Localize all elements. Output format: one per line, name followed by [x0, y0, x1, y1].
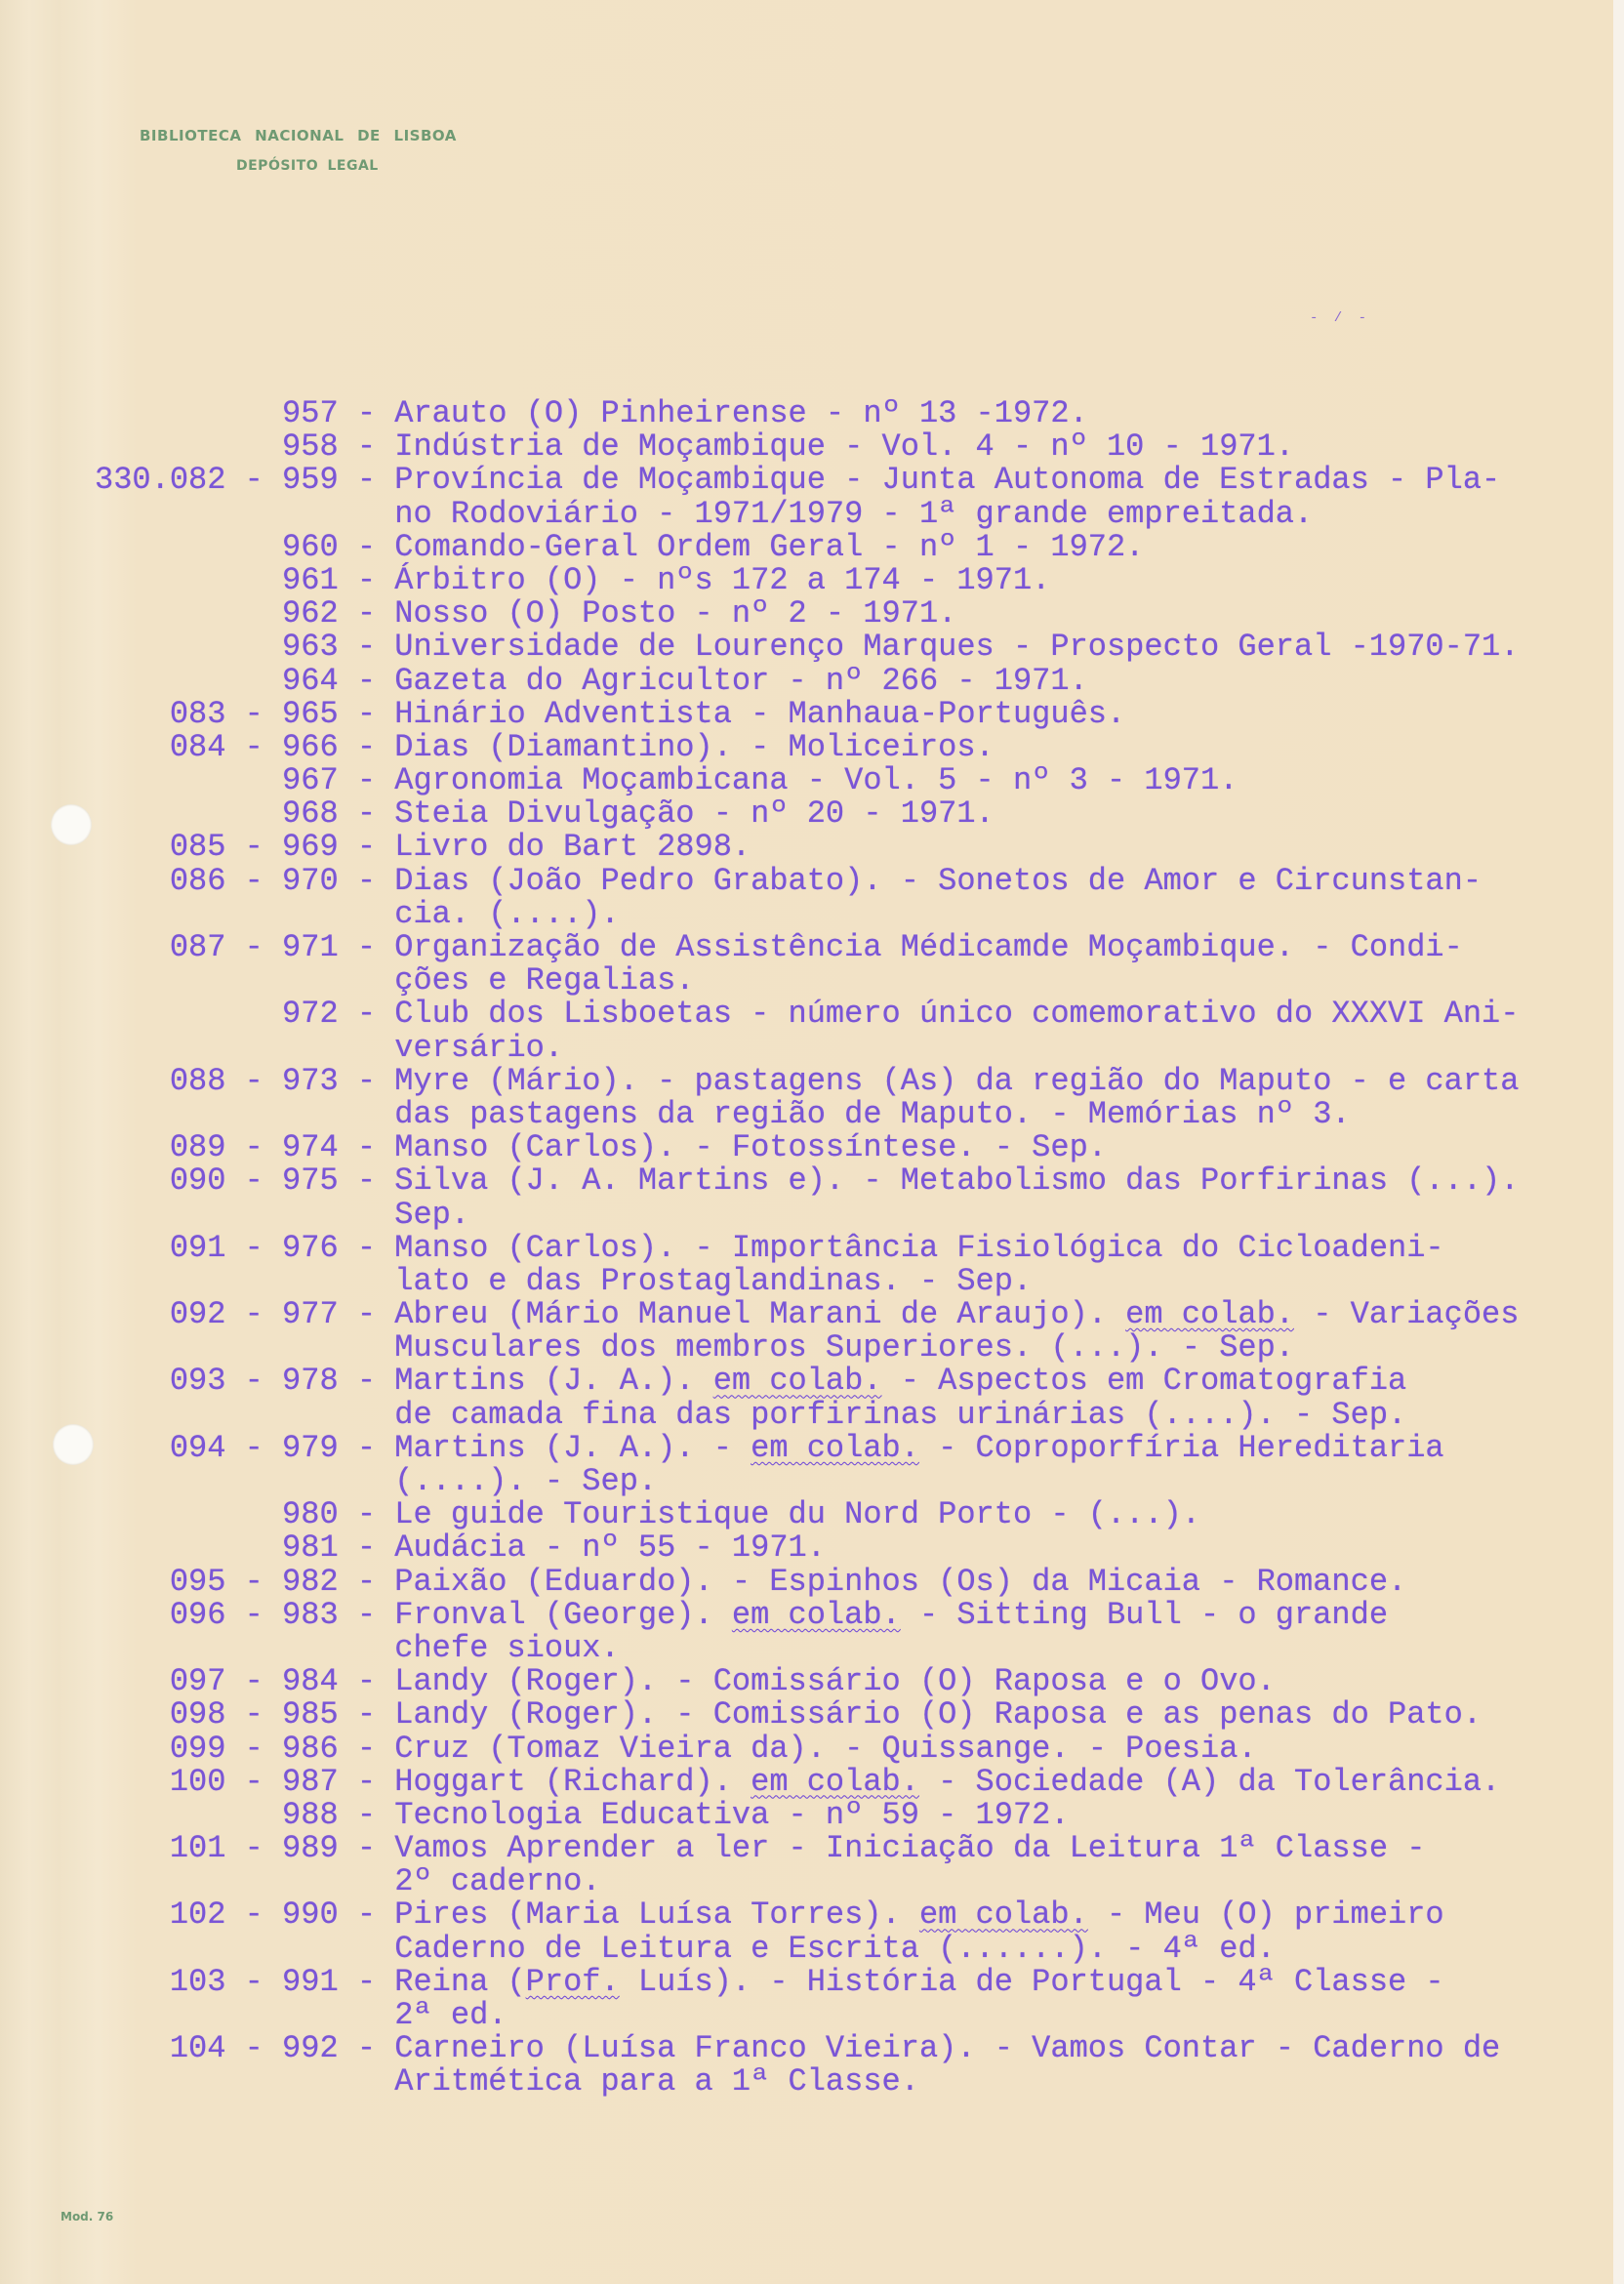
- entry-text: Landy (Roger). - Comissário (O) Raposa e as penas do Pato.: [394, 1696, 1482, 1733]
- entry-text: (....). - Sep.: [394, 1463, 658, 1499]
- register-entry: [95, 1665, 1519, 1698]
- entry-text: Le guide Touristique du Nord Porto - (...).: [394, 1496, 1200, 1533]
- entry-number: 091 - 976 -: [95, 1229, 395, 1266]
- register-entry: [95, 397, 1519, 430]
- register-entry: [95, 1898, 1519, 1932]
- punch-hole: [51, 804, 92, 845]
- register-entry: [95, 1596, 1519, 1633]
- entry-text: Silva (J. A. Martins e). - Metabolismo das Porfirinas (...).: [394, 1162, 1520, 1200]
- punch-hole: [53, 1424, 94, 1465]
- entry-number: 085 - 969 -: [95, 829, 395, 866]
- entry-text: das pastagens da região de Maputo. - Memórias nº 3.: [394, 1095, 1351, 1132]
- register-entry-continuation: [95, 964, 1519, 998]
- entry-text: - Coproporfíria Hereditaria: [918, 1429, 1444, 1466]
- entry-number: 094 - 979 -: [95, 1429, 395, 1466]
- entry-number: [95, 896, 394, 932]
- register-entry: [95, 1131, 1519, 1164]
- entry-text: Aritmética para a 1ª Classe.: [394, 2063, 919, 2100]
- entry-text: ções e Regalias.: [394, 962, 695, 999]
- register-entry-continuation: [95, 2065, 1519, 2099]
- entry-text: Cruz (Tomaz Vieira da). - Quissange. - Poesia.: [394, 1730, 1257, 1767]
- entry-text: - Aspectos em Cromatografia: [881, 1363, 1407, 1400]
- register-entry-continuation: [95, 1999, 1519, 2032]
- entry-number: 092 - 977 -: [95, 1296, 395, 1333]
- register-entry-continuation: [95, 1465, 1519, 1498]
- register-entry: [95, 1062, 1520, 1099]
- entry-text: Indústria de Moçambique - Vol. 4 - nº 10 - 1971.: [394, 428, 1294, 466]
- register-entry: [95, 1698, 1519, 1732]
- entry-text: Arauto (O) Pinheirense - nº 13 -1972.: [394, 395, 1088, 431]
- entry-number: 090 - 975 -: [95, 1162, 395, 1200]
- entry-text: Sep.: [394, 1196, 470, 1233]
- entry-text: Tecnologia Educativa - nº 59 - 1972.: [394, 1796, 1070, 1833]
- entry-text: Reina (: [394, 1963, 526, 2000]
- register-entry: [95, 1164, 1519, 1198]
- entry-number: 083 - 965 -: [95, 695, 395, 732]
- entry-number: 101 - 989 -: [95, 1830, 395, 1867]
- entry-number: [95, 1863, 394, 1899]
- register-entry: [95, 1730, 1519, 1767]
- underlined-note: em colab.: [751, 1429, 919, 1466]
- entry-text: Manso (Carlos). - Importância Fisiológica do Cicloadeni-: [394, 1229, 1444, 1266]
- register-entry-continuation: [95, 1629, 1519, 1666]
- letterhead-department: DEPÓSITO LEGAL: [236, 158, 379, 174]
- entry-text: chefe sioux.: [394, 1629, 620, 1666]
- entry-number: 958 -: [95, 428, 395, 466]
- entry-number: 964 -: [95, 662, 395, 699]
- entry-number: 980 -: [95, 1496, 395, 1533]
- register-entry: [95, 1963, 1519, 2000]
- register-entry: [95, 430, 1519, 464]
- entry-text: Província de Moçambique - Junta Autonoma de Estradas - Pla-: [394, 462, 1501, 499]
- register-entry-continuation: [95, 1029, 1519, 1066]
- form-code: Mod. 76: [61, 2210, 114, 2223]
- register-entry: [95, 1365, 1519, 1398]
- entry-number: 104 - 992 -: [95, 2030, 395, 2067]
- entry-number: 098 - 985 -: [95, 1696, 395, 1733]
- entry-text: Martins (J. A.).: [394, 1363, 713, 1400]
- entry-text: - Sociedade (A) da Tolerância.: [918, 1763, 1501, 1800]
- entry-number: [95, 1329, 394, 1366]
- entry-number: 330.082 - 959 -: [95, 462, 395, 499]
- register-entry: [95, 1531, 1519, 1565]
- entry-number: 097 - 984 -: [95, 1663, 395, 1700]
- register-entry-continuation: [95, 1331, 1519, 1365]
- entry-number: 981 -: [95, 1529, 395, 1567]
- entry-number: [95, 1197, 394, 1233]
- entry-number: [95, 1030, 394, 1066]
- entry-number: 093 - 978 -: [95, 1363, 395, 1400]
- register-entry: [95, 931, 1519, 964]
- entry-text: Hoggart (Richard).: [394, 1763, 751, 1800]
- entry-number: 096 - 983 -: [95, 1596, 395, 1633]
- entry-text: Árbitro (O) - nºs 172 a 174 - 1971.: [394, 561, 1051, 598]
- entry-text: Myre (Mário). - pastagens (As) da região do Maputo - e carta: [394, 1062, 1520, 1099]
- entry-text: Musculares dos membros Superiores. (...). - Sep.: [394, 1329, 1294, 1366]
- entry-number: 100 - 987 -: [95, 1763, 395, 1800]
- entry-number: 957 -: [95, 395, 395, 431]
- entry-number: 099 - 986 -: [95, 1730, 395, 1767]
- register-entry: [95, 2032, 1519, 2065]
- register-entry-continuation: [95, 895, 1519, 932]
- register-entry: [95, 1832, 1519, 1865]
- entry-number: 961 -: [95, 561, 395, 598]
- corner-mark: - / -: [1310, 310, 1371, 326]
- entry-number: 988 -: [95, 1796, 395, 1833]
- entry-text: Club dos Lisboetas - número único comemorativo do XXXVI Ani-: [394, 996, 1520, 1033]
- entry-number: 087 - 971 -: [95, 929, 395, 965]
- entry-number: 963 -: [95, 629, 395, 666]
- register-entry-continuation: [95, 1930, 1519, 1967]
- entry-text: de camada fina das porfirinas urinárias (....). - Sep.: [394, 1396, 1407, 1433]
- entry-text: versário.: [394, 1029, 564, 1066]
- entry-number: 968 -: [95, 795, 395, 833]
- entry-text: Hinário Adventista - Manhaua-Português.: [394, 695, 1126, 732]
- entry-number: [95, 1630, 394, 1666]
- register-entry: [95, 1429, 1519, 1466]
- register-entry: [95, 831, 1519, 864]
- register-entry-continuation: [95, 1262, 1519, 1299]
- entry-text: Gazeta do Agricultor - nº 266 - 1971.: [394, 662, 1088, 699]
- entry-text: Fronval (George).: [394, 1596, 732, 1633]
- entry-text: Livro do Bart 2898.: [394, 829, 751, 866]
- register-entry: [95, 597, 1519, 631]
- entry-text: Vamos Aprender a ler - Iniciação da Leitura 1ª Classe -: [394, 1830, 1426, 1867]
- entry-text: Martins (J. A.). -: [394, 1429, 751, 1466]
- entry-text: Universidade de Lourenço Marques - Prospecto Geral -1970-71.: [394, 629, 1520, 666]
- underlined-note: Prof.: [525, 1963, 620, 2000]
- register-entry: [95, 998, 1519, 1031]
- entry-text: no Rodoviário - 1971/1979 - 1ª grande empreitada.: [394, 495, 1314, 532]
- register-entry: [95, 561, 1519, 598]
- register-entry: [95, 1298, 1519, 1331]
- register-entry: [95, 862, 1519, 899]
- register-entry: [95, 1498, 1519, 1531]
- entry-number: 103 - 991 -: [95, 1963, 395, 2000]
- entry-text: Organização de Assistência Médicamde Moçambique. - Condi-: [394, 929, 1463, 965]
- entry-number: 960 -: [95, 528, 395, 565]
- underlined-note: em colab.: [918, 1897, 1088, 1934]
- entry-text: Caderno de Leitura e Escrita (......). - 4ª ed.: [394, 1930, 1276, 1967]
- entry-number: [95, 1463, 394, 1499]
- underlined-note: em colab.: [712, 1363, 882, 1400]
- entry-text: Comando-Geral Ordem Geral - nº 1 - 1972.: [394, 528, 1145, 565]
- entry-text: Abreu (Mário Manuel Marani de Araujo).: [394, 1296, 1126, 1333]
- entry-number: [95, 2063, 394, 2100]
- register-entry: [95, 1229, 1519, 1266]
- letterhead-institution: BIBLIOTECA NACIONAL DE LISBOA: [140, 127, 457, 144]
- entry-number: 089 - 974 -: [95, 1129, 395, 1166]
- entry-text: Pires (Maria Luísa Torres).: [394, 1897, 919, 1934]
- entry-text: Luís). - História de Portugal - 4ª Classe -: [619, 1963, 1444, 2000]
- register-entry-continuation: [95, 1095, 1519, 1132]
- entry-text: Nosso (O) Posto - nº 2 - 1971.: [394, 595, 957, 632]
- entry-number: [95, 496, 394, 532]
- entry-text: Landy (Roger). - Comissário (O) Raposa e o Ovo.: [394, 1663, 1276, 1700]
- underlined-note: em colab.: [1125, 1296, 1294, 1333]
- entry-number: 962 -: [95, 595, 395, 632]
- entry-number: [95, 962, 394, 999]
- entry-number: [95, 1096, 394, 1132]
- entry-text: Dias (João Pedro Grabato). - Sonetos de Amor e Circunstan-: [394, 862, 1482, 899]
- entry-text: Dias (Diamantino). - Moliceiros.: [394, 728, 995, 765]
- entry-number: 095 - 982 -: [95, 1563, 395, 1600]
- entry-text: Carneiro (Luísa Franco Vieira). - Vamos Contar - Caderno de: [394, 2030, 1501, 2067]
- entry-text: lato e das Prostaglandinas. - Sep.: [394, 1262, 1033, 1299]
- entry-text: Manso (Carlos). - Fotossíntese. - Sep.: [394, 1129, 1107, 1166]
- entry-text: 2ª ed.: [394, 1997, 508, 2033]
- entry-number: [95, 1397, 394, 1433]
- underlined-note: em colab.: [731, 1596, 901, 1633]
- register-entry: [95, 728, 1519, 765]
- entry-text: - Sitting Bull - o grande: [900, 1596, 1389, 1633]
- register-entry: [95, 464, 1519, 497]
- entry-number: 102 - 990 -: [95, 1897, 395, 1934]
- underlined-note: em colab.: [751, 1763, 919, 1800]
- register-entry-continuation: [95, 1196, 1519, 1233]
- register-entry: [95, 631, 1519, 664]
- entry-number: 084 - 966 -: [95, 728, 395, 765]
- register-entry: [95, 528, 1519, 565]
- register-entry-continuation: [95, 495, 1519, 532]
- register-entry: [95, 662, 1519, 699]
- page-edge: [1613, 0, 1624, 2284]
- entry-text: Audácia - nº 55 - 1971.: [394, 1529, 826, 1567]
- entry-text: Steia Divulgação - nº 20 - 1971.: [394, 795, 995, 833]
- entry-number: [95, 1997, 394, 2033]
- register-entry: [95, 1563, 1519, 1600]
- register-entry-continuation: [95, 1396, 1519, 1433]
- entry-text: - Variações: [1294, 1296, 1520, 1333]
- entry-number: [95, 1263, 394, 1299]
- entry-text: - Meu (O) primeiro: [1087, 1897, 1444, 1934]
- register-entry: [95, 764, 1519, 797]
- entry-text: 2º caderno.: [394, 1863, 601, 1900]
- register-entry: [95, 797, 1519, 831]
- register-entry: [95, 1796, 1519, 1833]
- entry-number: 967 -: [95, 762, 395, 799]
- entry-number: 088 - 973 -: [95, 1062, 395, 1099]
- entry-text: Agronomia Moçambicana - Vol. 5 - nº 3 - 1971.: [394, 762, 1238, 799]
- entry-text: Paixão (Eduardo). - Espinhos (Os) da Micaia - Romance.: [394, 1563, 1407, 1600]
- entry-text: cia. (....).: [394, 895, 620, 932]
- entry-number: 972 -: [95, 996, 395, 1033]
- register-entry: [95, 1763, 1519, 1800]
- register-entry: [95, 695, 1519, 732]
- deposit-register-list: [95, 397, 1519, 2100]
- entry-number: [95, 1931, 394, 1967]
- register-entry-continuation: [95, 1865, 1519, 1898]
- entry-number: 086 - 970 -: [95, 862, 395, 899]
